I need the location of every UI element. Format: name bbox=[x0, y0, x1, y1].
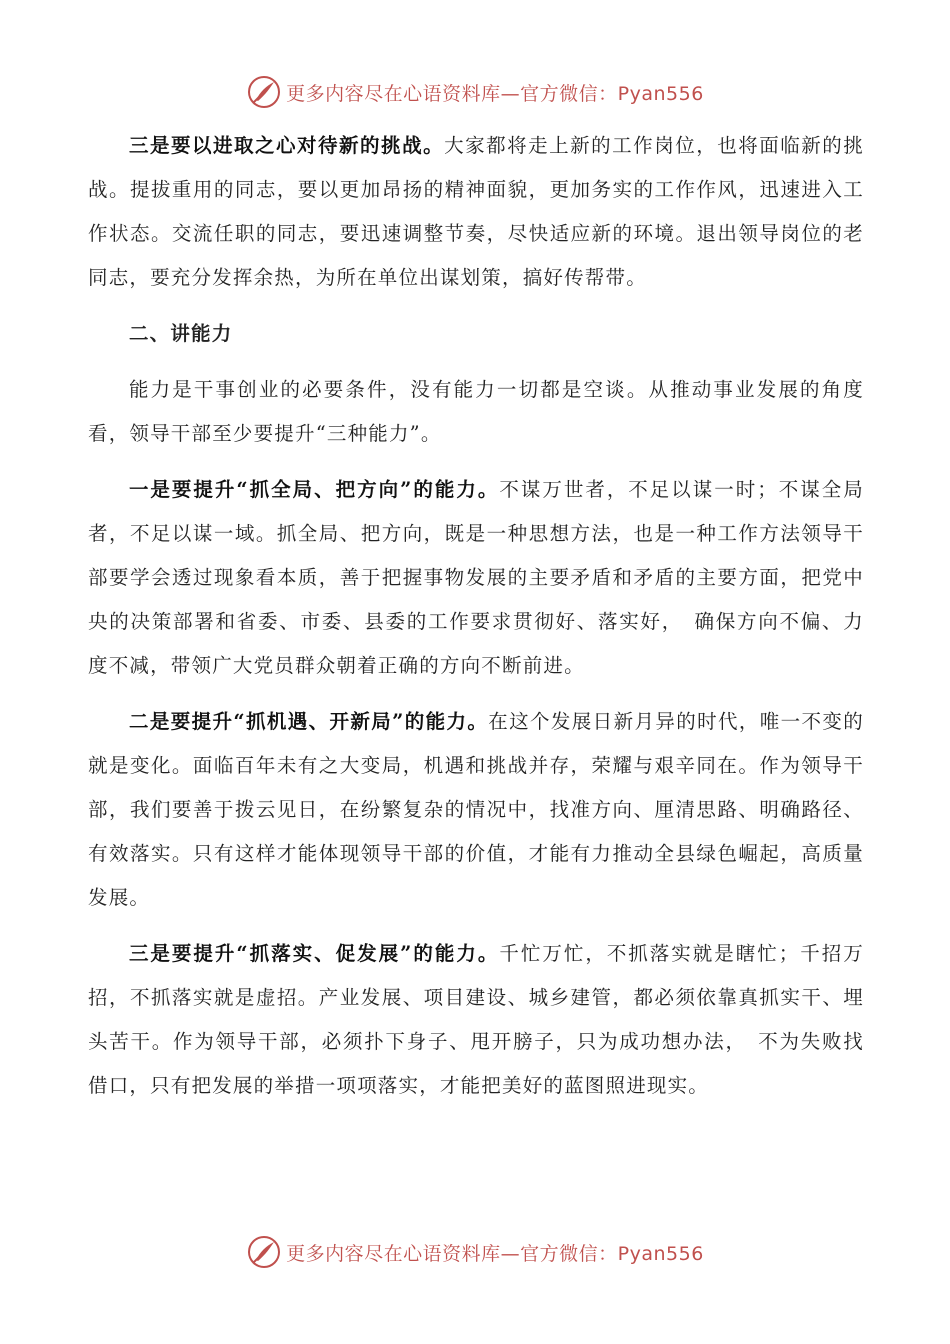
ability-item bbox=[88, 700, 864, 920]
paragraph-lead: 三是要以进取之心对待新的挑战。 bbox=[128, 134, 445, 157]
section-intro: 能力是干事创业的必要条件，没有能力一切都是空谈。从推动事业发展的角度看，领导干部至少要提升“三种能力”。 bbox=[88, 378, 864, 445]
ability-item bbox=[88, 468, 864, 688]
quill-logo-icon bbox=[246, 1234, 282, 1270]
footer-watermark bbox=[0, 1232, 950, 1272]
ability-item-body: 不谋万世者，不足以谋一时；不谋全局者，不足以谋一域。抓全局、把方向，既是一种思想方法，也是一种工作方法领导干部要学会透过现象看本质，善于把握事物发展的主要矛盾和矛盾的主要方面，把党中央的决策部署和省委、市委、县委的工作要求贯彻好、落实好， 确保方向不偏、力度不减，带领广大党员群众朝着正确的方向不断前进。 bbox=[88, 478, 864, 677]
section-heading: 二、讲能力 bbox=[128, 322, 233, 345]
ability-item-body: 在这个发展日新月异的时代，唯一不变的就是变化。面临百年未有之大变局，机遇和挑战并存，荣耀与艰辛同在。作为领导干部，我们要善于拨云见日，在纷繁复杂的情况中，找准方向、厘清思路、明确路径、有效落实。只有这样才能体现领导干部的价值，才能有力推动全县绿色崛起，高质量发展。 bbox=[88, 710, 864, 909]
paragraph bbox=[88, 124, 864, 300]
ability-item-lead: 三是要提升“抓落实、促发展”的能力。 bbox=[128, 942, 500, 965]
document-body bbox=[88, 124, 864, 1120]
ability-item-body: 千忙万忙，不抓落实就是瞎忙；千招万招，不抓落实就是虚招。产业发展、项目建设、城乡建管，都必须依靠真抓实干、埋头苦干。作为领导干部，必须扑下身子、甩开膀子，只为成功想办法， 不为失败找借口，只有把发展的举措一项项落实，才能把美好的蓝图照进现实。 bbox=[88, 942, 864, 1097]
paragraph-body: 大家都将走上新的工作岗位，也将面临新的挑战。提拔重用的同志，要以更加昂扬的精神面貌，更加务实的工作作风，迅速进入工作状态。交流任职的同志，要迅速调整节奏，尽快适应新的环境。退出领导岗位的老同志，要充分发挥余热，为所在单位出谋划策，搞好传帮带。 bbox=[88, 134, 864, 289]
ability-item-lead: 二是要提升“抓机遇、开新局”的能力。 bbox=[128, 710, 489, 733]
header-watermark bbox=[0, 72, 950, 112]
ability-item bbox=[88, 932, 864, 1108]
watermark-text: 更多内容尽在心语资料库—官方微信：Pyan556 bbox=[286, 1242, 704, 1265]
watermark-text: 更多内容尽在心语资料库—官方微信：Pyan556 bbox=[286, 82, 704, 105]
ability-item-lead: 一是要提升“抓全局、把方向”的能力。 bbox=[128, 478, 500, 501]
quill-logo-icon bbox=[246, 74, 282, 110]
